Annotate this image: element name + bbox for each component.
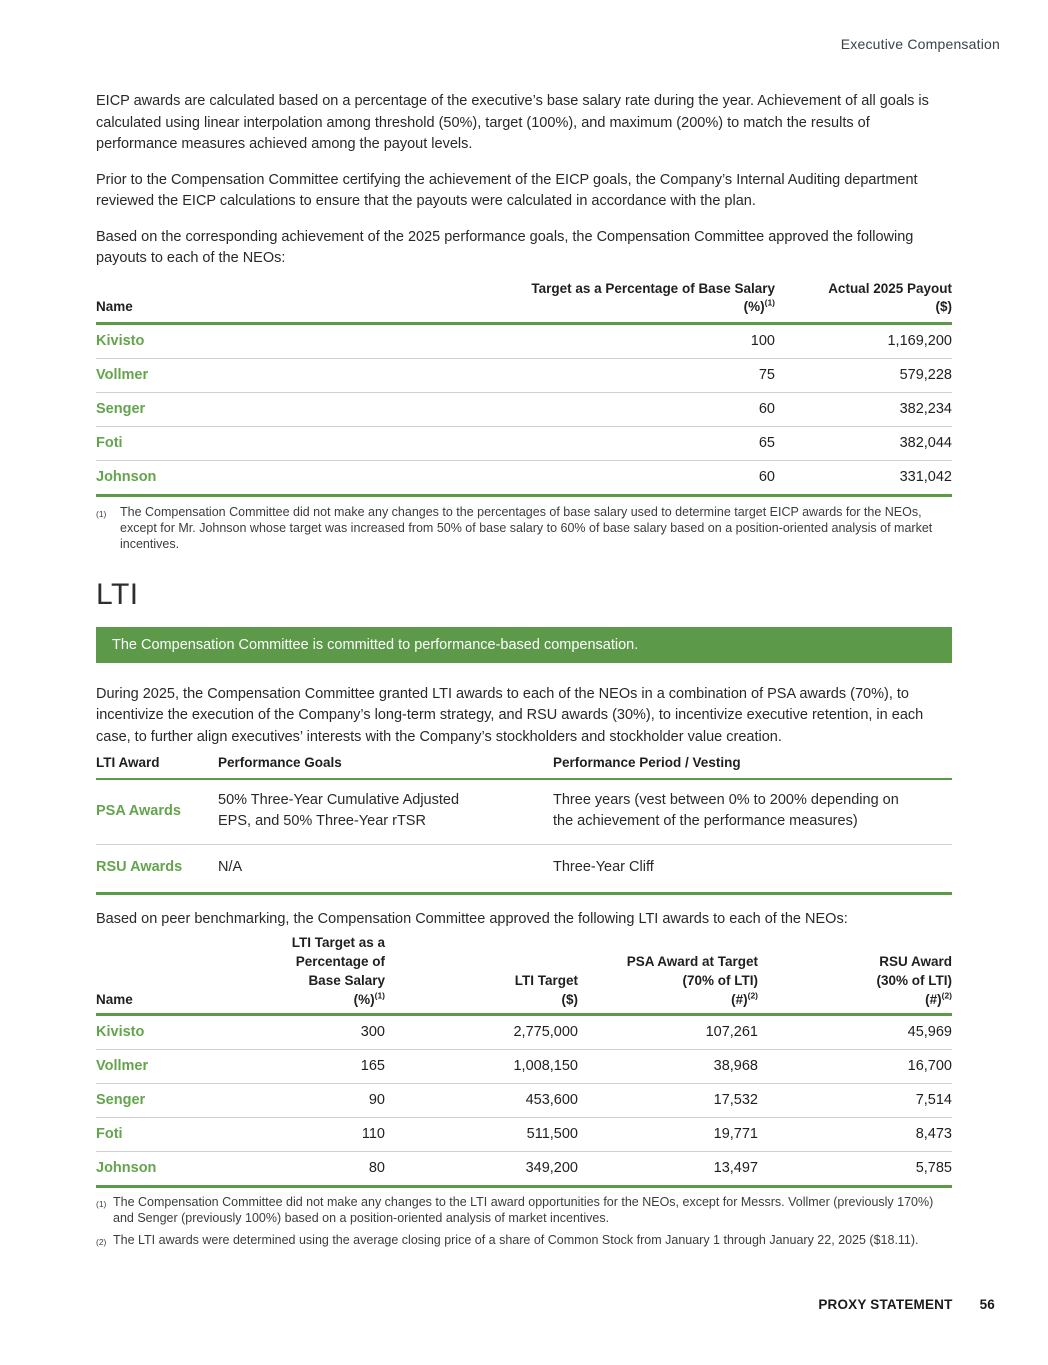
lti-target-pct: 80 bbox=[246, 1151, 385, 1186]
lti-award-types-table bbox=[96, 754, 952, 895]
award-type: PSA Awards bbox=[96, 779, 218, 845]
paragraph-internal-audit: Prior to the Compensation Committee certifying the achievement of the EICP goals, the Company’s Internal Auditing department reviewed the EICP calculations to ensure that the payouts were calculated in accordance with the plan. bbox=[96, 171, 918, 209]
award-type: RSU Awards bbox=[96, 845, 218, 894]
footnote-marker: (1) bbox=[96, 508, 107, 519]
target-pct: 65 bbox=[436, 426, 775, 460]
payout-amount: 382,234 bbox=[775, 392, 952, 426]
neo-name: Senger bbox=[96, 1083, 246, 1117]
lti-target-pct: 300 bbox=[246, 1014, 385, 1049]
grant-header-target-pct: LTI Target as a Percentage of Base Salary (%)$^{(1)}$ bbox=[246, 933, 385, 1015]
lti-target-dollars: 2,775,000 bbox=[385, 1014, 578, 1049]
grant-header-name: Name bbox=[96, 933, 246, 1015]
running-header bbox=[841, 36, 1000, 52]
payout-amount: 579,228 bbox=[775, 358, 952, 392]
table-row bbox=[96, 1083, 952, 1117]
paragraph-benchmarking: Based on peer benchmarking, the Compensation Committee approved the following LTI awards to each of the NEOs: bbox=[96, 911, 848, 927]
target-pct: 60 bbox=[436, 460, 775, 495]
neo-name: Foti bbox=[96, 1117, 246, 1151]
table-row bbox=[96, 1151, 952, 1186]
table-row bbox=[96, 460, 952, 495]
paragraph-eicp-calculation: EICP awards are calculated based on a percentage of the executive’s base salary rate during the year. Achievement of all goals is calculated using linear interpolation among threshold (50%), target (100%), and maximum (200%) to match the results of performance measures achieved among the payout levels. bbox=[96, 93, 929, 152]
eicp-header-payout: Actual 2025 Payout ($) bbox=[775, 280, 952, 324]
award-types-header-vesting: Performance Period / Vesting bbox=[553, 754, 952, 779]
lti-target-dollars: 511,500 bbox=[385, 1117, 578, 1151]
table-row bbox=[96, 323, 952, 358]
grant-table-footnotes bbox=[96, 1194, 952, 1250]
psa-units: 13,497 bbox=[578, 1151, 758, 1186]
grant-header-psa: PSA Award at Target (70% of LTI) (#)$^{(2)}$ bbox=[578, 933, 758, 1015]
table-row bbox=[96, 1117, 952, 1151]
table-row bbox=[96, 1049, 952, 1083]
neo-name: Vollmer bbox=[96, 1049, 246, 1083]
footnote-ref-2: (2) bbox=[747, 990, 758, 1000]
award-types-header-goals: Performance Goals bbox=[218, 754, 553, 779]
rsu-units: 8,473 bbox=[758, 1117, 952, 1151]
footnote-text: The Compensation Committee did not make any changes to the percentages of base salary used to determine target EICP awards for the NEOs, except for Mr. Johnson whose target was increased from 50% of base salary to 60% of base salary based on a position-oriented analysis of market incentives. bbox=[120, 504, 933, 551]
table-row bbox=[96, 1014, 952, 1049]
grant-header-rsu: RSU Award (30% of LTI) (#)$^{(2)}$ bbox=[758, 933, 952, 1015]
footer-label: PROXY STATEMENT bbox=[818, 1297, 953, 1312]
psa-units: 38,968 bbox=[578, 1049, 758, 1083]
footnote-marker: (1) bbox=[96, 1198, 107, 1209]
target-pct: 100 bbox=[436, 323, 775, 358]
neo-name: Vollmer bbox=[96, 358, 436, 392]
lti-target-dollars: 349,200 bbox=[385, 1151, 578, 1186]
table-row bbox=[96, 358, 952, 392]
section-label: Executive Compensation bbox=[840, 36, 1000, 52]
lti-section-heading: LTI bbox=[96, 577, 139, 611]
page-number: 56 bbox=[979, 1297, 995, 1312]
performance-goals: N/A bbox=[218, 845, 553, 894]
grant-header-target-dollars: LTI Target ($) bbox=[385, 933, 578, 1015]
lti-grant-table bbox=[96, 933, 952, 1188]
paragraph-payout-intro: Based on the corresponding achievement of the 2025 performance goals, the Compensation Committee approved the following payouts to each of the NEOs: bbox=[96, 228, 914, 266]
lti-target-pct: 110 bbox=[246, 1117, 385, 1151]
psa-units: 107,261 bbox=[578, 1014, 758, 1049]
eicp-table-footnote bbox=[96, 504, 952, 552]
footnote-ref-2: (2) bbox=[941, 990, 952, 1000]
target-pct: 60 bbox=[436, 392, 775, 426]
neo-name: Senger bbox=[96, 392, 436, 426]
highlight-banner bbox=[96, 627, 952, 663]
payout-amount: 331,042 bbox=[775, 460, 952, 495]
footnote-ref-1: (1) bbox=[764, 297, 775, 307]
highlight-banner-text: The Compensation Committee is committed to performance-based compensation. bbox=[112, 636, 639, 653]
eicp-header-name: Name bbox=[96, 280, 436, 324]
award-types-header-row bbox=[96, 754, 952, 779]
grant-header-row bbox=[96, 933, 952, 1015]
psa-units: 17,532 bbox=[578, 1083, 758, 1117]
eicp-payout-table bbox=[96, 280, 952, 497]
rsu-units: 45,969 bbox=[758, 1014, 952, 1049]
rsu-units: 7,514 bbox=[758, 1083, 952, 1117]
lti-target-pct: 165 bbox=[246, 1049, 385, 1083]
vesting-terms: Three-Year Cliff bbox=[553, 845, 952, 894]
table-row bbox=[96, 426, 952, 460]
lti-target-pct: 90 bbox=[246, 1083, 385, 1117]
neo-name: Kivisto bbox=[96, 323, 436, 358]
footnote-text: The LTI awards were determined using the average closing price of a share of Common Stock from January 1 through January 22, 2025 ($18.11). bbox=[113, 1232, 919, 1247]
table-row bbox=[96, 845, 952, 894]
lti-target-dollars: 1,008,150 bbox=[385, 1049, 578, 1083]
award-types-header-award: LTI Award bbox=[96, 754, 218, 779]
target-pct: 75 bbox=[436, 358, 775, 392]
lti-target-dollars: 453,600 bbox=[385, 1083, 578, 1117]
eicp-header-target: Target as a Percentage of Base Salary (%)$^{(1)}$ bbox=[436, 280, 775, 324]
payout-amount: 382,044 bbox=[775, 426, 952, 460]
neo-name: Foti bbox=[96, 426, 436, 460]
neo-name: Johnson bbox=[96, 1151, 246, 1186]
psa-units: 19,771 bbox=[578, 1117, 758, 1151]
footnote-marker: (2) bbox=[96, 1236, 107, 1247]
rsu-units: 16,700 bbox=[758, 1049, 952, 1083]
page-footer bbox=[818, 1297, 995, 1312]
footnote-2 bbox=[96, 1232, 952, 1250]
neo-name: Johnson bbox=[96, 460, 436, 495]
footnote-1 bbox=[96, 1194, 952, 1226]
payout-amount: 1,169,200 bbox=[775, 323, 952, 358]
footnote-ref-1: (1) bbox=[374, 990, 385, 1000]
vesting-terms: Three years (vest between 0% to 200% depending on the achievement of the performance measures) bbox=[553, 779, 952, 845]
table-row bbox=[96, 779, 952, 845]
table-row bbox=[96, 392, 952, 426]
performance-goals: 50% Three-Year Cumulative Adjusted EPS, and 50% Three-Year rTSR bbox=[218, 779, 553, 845]
paragraph-lti-grants: During 2025, the Compensation Committee granted LTI awards to each of the NEOs in a combination of PSA awards (70%), to incentivize the execution of the Company’s long-term strategy, and RSU awards (30%), to incentivize executive retention, in each case, to further align executives’ interests with the Company’s stockholders and stockholder value creation. bbox=[96, 685, 924, 745]
footnote-text: The Compensation Committee did not make any changes to the LTI award opportunities for the NEOs, except for Messrs. Vollmer (previously 170%) and Senger (previously 100%) based on a position-oriented analysis of market incentives. bbox=[113, 1194, 934, 1225]
neo-name: Kivisto bbox=[96, 1014, 246, 1049]
eicp-header-row bbox=[96, 280, 952, 324]
rsu-units: 5,785 bbox=[758, 1151, 952, 1186]
